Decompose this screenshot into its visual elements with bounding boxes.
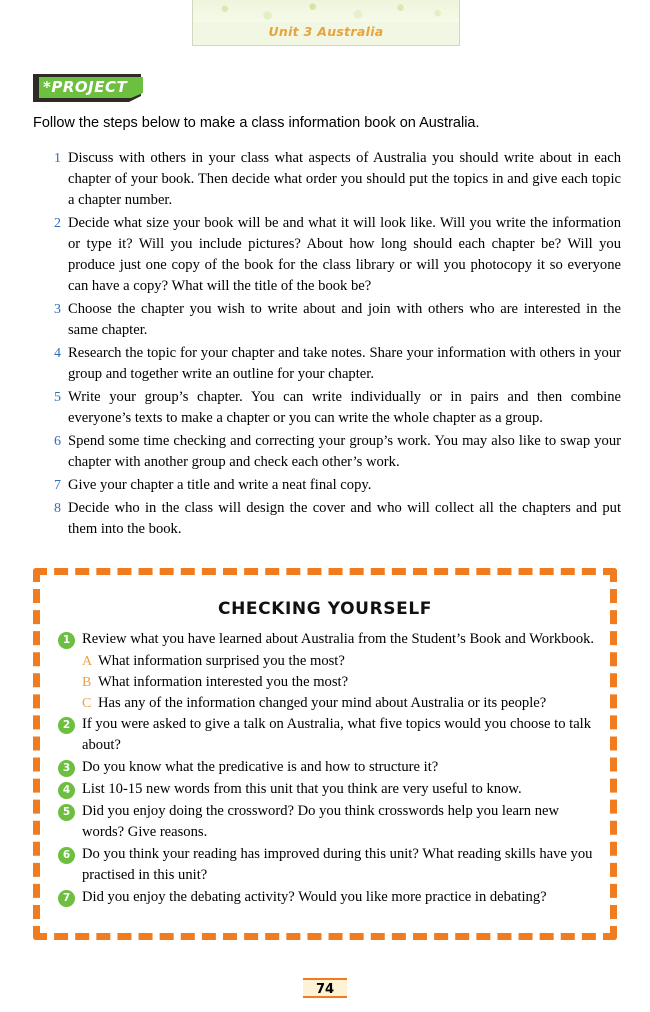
step-number: 2 [54, 216, 61, 231]
list-item [82, 693, 596, 714]
list-item [58, 844, 596, 886]
check-item-text: Did you enjoy the debating activity? Would you like more practice in debating? [82, 889, 547, 905]
step-text: Research the topic for your chapter and take notes. Share your information with others in your group and together write an outline for your chapter. [68, 345, 621, 382]
list-item [58, 714, 596, 756]
header-decoration [193, 0, 459, 22]
checking-yourself-box [33, 568, 617, 940]
step-text: Decide who in the class will design the cover and who will collect all the chapters and put them into the book. [68, 500, 621, 537]
check-item-text: List 10-15 new words from this unit that you think are very useful to know. [82, 781, 522, 797]
step-text: Choose the chapter you wish to write about and join with others who are interested in the same chapter. [68, 301, 621, 338]
project-banner-label: *PROJECT [43, 78, 128, 96]
project-intro-text: Follow the steps below to make a class information book on Australia. [33, 115, 480, 131]
list-item [43, 498, 623, 540]
checking-yourself-list [40, 629, 610, 908]
page-header-band [192, 0, 460, 46]
list-item [58, 779, 596, 800]
step-number: 3 [54, 302, 61, 317]
sub-item-letter: A [82, 654, 93, 669]
bullet-number-icon: 6 [58, 847, 75, 864]
list-item [43, 387, 623, 429]
step-text: Give your chapter a title and write a neat final copy. [68, 477, 372, 493]
step-text: Discuss with others in your class what aspects of Australia you should write about in each chapter of your book. Then decide what order you should put the topics in and give each topic a chapter number. [68, 150, 621, 208]
step-number: 6 [54, 434, 61, 449]
bullet-number-icon: 4 [58, 782, 75, 799]
sub-item-text: Has any of the information changed your mind about Australia or its people? [98, 695, 547, 711]
unit-title: Unit 3 Australia [268, 24, 384, 39]
step-number: 8 [54, 501, 61, 516]
list-item [43, 431, 623, 473]
check-item-text: Do you know what the predicative is and how to structure it? [82, 759, 439, 775]
step-number: 5 [54, 390, 61, 405]
list-item [43, 343, 623, 385]
sub-item-letter: C [82, 696, 92, 711]
step-text: Spend some time checking and correcting your group’s work. You may also like to swap your chapter with another group and check each other’s work. [68, 433, 621, 470]
sub-item-text: What information surprised you the most? [98, 653, 345, 669]
bullet-number-icon: 5 [58, 804, 75, 821]
bullet-number-icon: 1 [58, 632, 75, 649]
list-item [58, 801, 596, 843]
sub-item-letter: B [82, 675, 92, 690]
page-number: 74 [303, 978, 347, 998]
list-item [43, 148, 623, 211]
checking-yourself-title: CHECKING YOURSELF [218, 599, 432, 619]
list-item [58, 757, 596, 778]
bullet-number-icon: 7 [58, 890, 75, 907]
bullet-number-icon: 2 [58, 717, 75, 734]
list-item [43, 299, 623, 341]
list-item [82, 651, 596, 672]
list-item [58, 887, 596, 908]
sub-item-text: What information interested you the most? [98, 674, 349, 690]
bullet-number-icon: 3 [58, 760, 75, 777]
step-number: 1 [54, 151, 61, 166]
step-number: 7 [54, 478, 61, 493]
step-text: Decide what size your book will be and what it will look like. Will you write the information or type it? Will you include pictures? About how long should each chapter be? Will you produce just one copy of the book for the class library or will you photocopy it so everyone can have a copy? What will the title of the book be? [68, 215, 621, 294]
check-item-text: Do you think your reading has improved during this unit? What reading skills have you practised in this unit? [82, 846, 593, 883]
check-item-text: Review what you have learned about Australia from the Student’s Book and Workbook. [82, 631, 595, 647]
list-item [58, 629, 596, 650]
check-item-text: Did you enjoy doing the crossword? Do you think crosswords help you learn new words? Give reasons. [82, 803, 560, 840]
project-banner [33, 74, 149, 102]
list-item [82, 672, 596, 693]
list-item [43, 213, 623, 297]
step-text: Write your group’s chapter. You can write individually or in pairs and then combine everyone’s texts to make a chapter or you can write the whole chapter as a group. [68, 389, 621, 426]
list-item [43, 475, 623, 496]
project-steps-list [43, 148, 623, 542]
step-number: 4 [54, 346, 61, 361]
check-sub-list [82, 651, 596, 714]
check-item-text: If you were asked to give a talk on Australia, what five topics would you choose to talk about? [82, 716, 592, 753]
